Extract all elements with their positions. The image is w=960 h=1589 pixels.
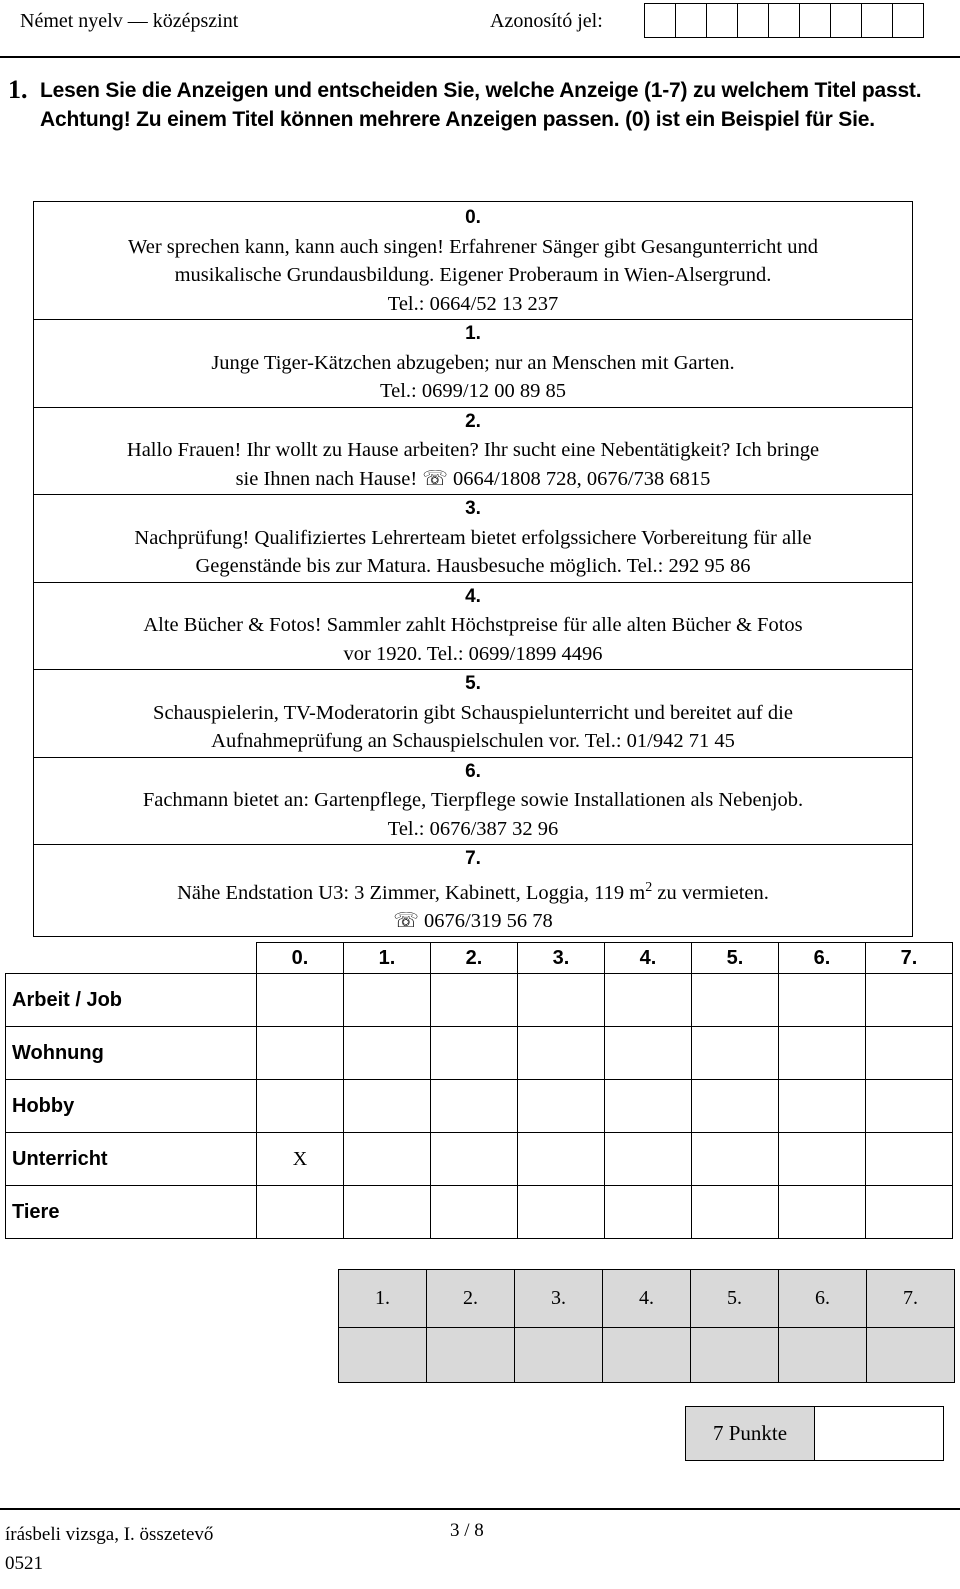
grid-answer-cell[interactable] (518, 1133, 605, 1186)
ad-text-line: Schauspielerin, TV-Moderatorin gibt Schauspielunterricht und bereitet auf die (153, 701, 793, 724)
ad-item (34, 757, 912, 845)
grid-row-label: Tiere (6, 1186, 257, 1239)
grid-column-header: 4. (605, 943, 692, 974)
grid-answer-cell[interactable] (692, 1186, 779, 1239)
id-digit-box[interactable] (706, 3, 738, 38)
summary-column-header: 2. (427, 1270, 515, 1328)
id-digit-box[interactable] (892, 3, 924, 38)
grid-row-label: Hobby (6, 1080, 257, 1133)
ad-superscript: 2 (645, 879, 653, 895)
ad-text-line: Junge Tiger-Kätzchen abzugeben; nur an Menschen mit Garten. (211, 351, 735, 374)
grid-answer-cell[interactable] (431, 1133, 518, 1186)
footer-divider (0, 1508, 960, 1510)
ad-text-line: Fachmann bietet an: Gartenpflege, Tierpflege sowie Installationen als Nebenjob. (142, 789, 804, 811)
ad-number: 7. (465, 848, 481, 869)
id-digit-box[interactable] (768, 3, 800, 38)
grid-column-header: 0. (257, 943, 344, 974)
grid-row (6, 1186, 953, 1239)
grid-answer-cell[interactable] (692, 1133, 779, 1186)
grid-column-header: 3. (518, 943, 605, 974)
grid-answer-cell[interactable] (866, 1133, 953, 1186)
ad-number: 3. (465, 498, 481, 519)
grid-corner (6, 943, 257, 974)
exam-subject-label: Német nyelv — középszint (20, 10, 239, 32)
summary-grid (338, 1269, 955, 1383)
ad-item (34, 202, 912, 319)
summary-column-header: 6. (779, 1270, 867, 1328)
ad-number: 0. (465, 207, 481, 228)
grid-answer-cell[interactable] (518, 1186, 605, 1239)
ad-text-line: Gegenstände bis zur Matura. Hausbesuche möglich. Tel.: 292 95 86 (195, 555, 751, 577)
header-divider (0, 56, 960, 58)
summary-score-cell[interactable] (339, 1328, 427, 1383)
ad-text-line: vor 1920. Tel.: 0699/1899 4496 (343, 642, 603, 665)
grid-column-header: 5. (692, 943, 779, 974)
grid-answer-cell[interactable] (257, 974, 344, 1027)
id-digit-box[interactable] (830, 3, 862, 38)
grid-answer-cell[interactable] (866, 1027, 953, 1080)
points-label: 7 Punkte (685, 1406, 815, 1461)
grid-answer-cell[interactable] (692, 1027, 779, 1080)
grid-answer-cell[interactable] (866, 1186, 953, 1239)
ad-text-line (34, 874, 912, 907)
grid-answer-cell[interactable] (344, 1133, 431, 1186)
ad-text-line: Hallo Frauen! Ihr wollt zu Hause arbeiten? Ihr sucht eine Nebentätigkeit? Ich bringe (126, 439, 820, 461)
ad-text-line: ☏ 0676/319 56 78 (393, 909, 553, 932)
summary-score-cell[interactable] (603, 1328, 691, 1383)
summary-column-header: 3. (515, 1270, 603, 1328)
footer-exam-name: írásbeli vizsga, I. összetevő (5, 1524, 214, 1545)
grid-answer-cell[interactable] (518, 1080, 605, 1133)
summary-score-cell[interactable] (691, 1328, 779, 1383)
summary-column-header: 5. (691, 1270, 779, 1328)
ad-item (34, 669, 912, 757)
grid-answer-cell[interactable] (866, 1080, 953, 1133)
grid-row (6, 1133, 953, 1186)
ad-text-line: Aufnahmeprüfung an Schauspielschulen vor. Tel.: 01/942 71 45 (211, 730, 735, 752)
grid-answer-cell[interactable] (344, 974, 431, 1027)
grid-answer-cell[interactable] (518, 1027, 605, 1080)
grid-answer-cell[interactable] (344, 1027, 431, 1080)
grid-answer-cell[interactable] (779, 1027, 866, 1080)
grid-row (6, 1027, 953, 1080)
grid-answer-cell[interactable] (779, 1133, 866, 1186)
ad-number: 6. (465, 760, 481, 782)
grid-answer-cell[interactable] (605, 1133, 692, 1186)
points-score-box[interactable] (814, 1406, 944, 1461)
grid-answer-cell[interactable] (431, 974, 518, 1027)
grid-answer-cell[interactable]: X (257, 1133, 344, 1186)
grid-answer-cell[interactable] (344, 1186, 431, 1239)
ad-text-line: Tel.: 0676/387 32 96 (387, 817, 559, 840)
grid-answer-cell[interactable] (431, 1027, 518, 1080)
page-number: 3 / 8 (450, 1520, 484, 1541)
summary-score-cell[interactable] (779, 1328, 867, 1383)
id-digit-box[interactable] (737, 3, 769, 38)
id-digit-box[interactable] (861, 3, 893, 38)
summary-score-cell[interactable] (515, 1328, 603, 1383)
grid-column-header: 6. (779, 943, 866, 974)
id-digit-box[interactable] (799, 3, 831, 38)
grid-column-header: 7. (866, 943, 953, 974)
ad-item (34, 582, 912, 670)
ad-item (34, 407, 912, 495)
grid-answer-cell[interactable] (779, 1186, 866, 1239)
ad-text-line: Tel.: 0699/12 00 89 85 (380, 380, 566, 402)
grid-answer-cell[interactable] (692, 974, 779, 1027)
grid-answer-cell[interactable] (605, 974, 692, 1027)
ads-box (33, 201, 913, 937)
summary-column-header: 1. (339, 1270, 427, 1328)
task-number: 1. (8, 75, 28, 104)
id-digit-box[interactable] (644, 3, 676, 38)
ad-text-line: Alte Bücher & Fotos! Sammler zahlt Höchstpreise für alle alten Bücher & Fotos (143, 614, 803, 636)
summary-column-header: 7. (867, 1270, 955, 1328)
summary-column-header: 4. (603, 1270, 691, 1328)
task-instructions: Lesen Sie die Anzeigen und entscheiden Sie, welche Anzeige (1-7) zu welchem Titel passt. Achtung! Zu einem Titel können mehrere Anzeigen passen. (0) ist ein Beispiel für Sie. (40, 79, 922, 131)
ad-number: 1. (465, 323, 481, 344)
ad-item (34, 494, 912, 582)
grid-answer-cell[interactable] (518, 974, 605, 1027)
grid-answer-cell[interactable] (692, 1080, 779, 1133)
answer-grid (5, 942, 953, 1239)
ad-text-line: sie Ihnen nach Hause! ☏ 0664/1808 728, 0676/738 6815 (235, 467, 711, 490)
grid-answer-cell[interactable] (344, 1080, 431, 1133)
ad-text-line: Tel.: 0664/52 13 237 (387, 292, 559, 315)
summary-score-cell[interactable] (867, 1328, 955, 1383)
footer-exam-part (5, 1520, 213, 1578)
grid-answer-cell[interactable] (431, 1080, 518, 1133)
grid-column-header: 1. (344, 943, 431, 974)
grid-answer-cell[interactable] (257, 1080, 344, 1133)
grid-answer-cell[interactable] (257, 1186, 344, 1239)
grid-answer-cell[interactable] (605, 1080, 692, 1133)
grid-column-header: 2. (431, 943, 518, 974)
ad-text: Nähe Endstation U3: 3 Zimmer, Kabinett, Loggia, 119 m (177, 881, 646, 904)
ad-number: 5. (465, 673, 481, 694)
grid-row-label: Arbeit / Job (6, 974, 257, 1027)
grid-row-label: Wohnung (6, 1027, 257, 1080)
id-label: Azonosító jel: (490, 10, 603, 32)
ad-text-line: Wer sprechen kann, kann auch singen! Erfahrener Sänger gibt Gesangunterricht und (128, 235, 818, 258)
ad-text-line: musikalische Grundausbildung. Eigener Proberaum in Wien-Alsergrund. (174, 264, 772, 286)
summary-score-cell[interactable] (427, 1328, 515, 1383)
ad-number: 2. (465, 410, 481, 432)
grid-answer-cell[interactable] (431, 1186, 518, 1239)
grid-answer-cell[interactable] (866, 974, 953, 1027)
grid-row-label: Unterricht (6, 1133, 257, 1186)
id-input-boxes[interactable] (645, 3, 924, 38)
ad-item (34, 844, 912, 936)
grid-answer-cell[interactable] (779, 974, 866, 1027)
ad-text: zu vermieten. (652, 881, 769, 904)
footer-code: 0521 (5, 1553, 43, 1574)
grid-answer-cell[interactable] (257, 1027, 344, 1080)
grid-answer-cell[interactable] (605, 1027, 692, 1080)
ad-text-line: Nachprüfung! Qualifiziertes Lehrerteam bietet erfolgssichere Vorbereitung für alle (134, 526, 812, 549)
ad-item (34, 319, 912, 407)
ad-number: 4. (465, 585, 481, 607)
grid-answer-cell[interactable] (605, 1186, 692, 1239)
id-digit-box[interactable] (675, 3, 707, 38)
grid-answer-cell[interactable] (779, 1080, 866, 1133)
grid-row (6, 974, 953, 1027)
grid-row (6, 1080, 953, 1133)
